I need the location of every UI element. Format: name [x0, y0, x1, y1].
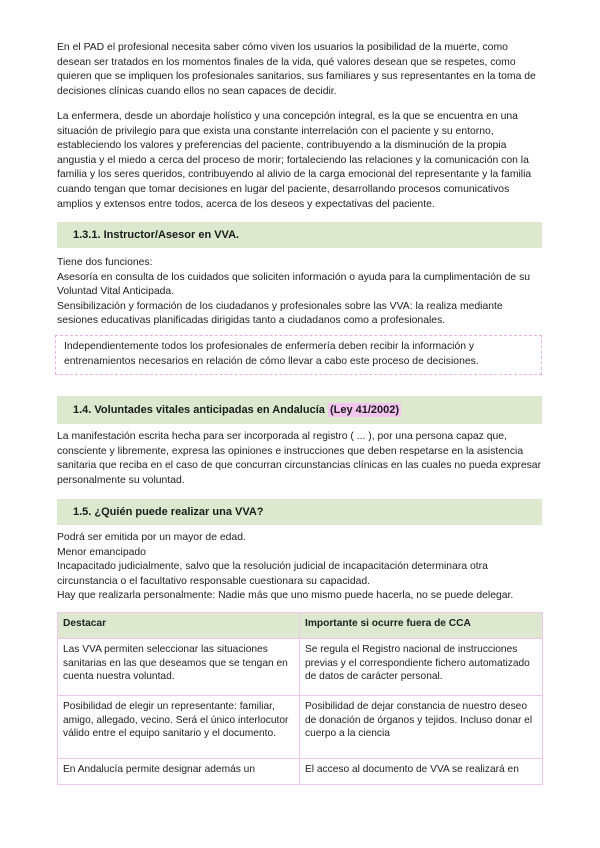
table-row [58, 696, 543, 759]
table-cell: Posibilidad de dejar constancia de nuestro deseo de donación de órganos y tejidos. Incluso donar el cuerpo a la ciencia [300, 696, 543, 759]
law-reference-highlight: (Ley 41/2002) [329, 403, 400, 416]
section-heading-1-5 [57, 499, 542, 525]
text-line: Tiene dos funciones: [57, 257, 153, 268]
section-heading-1-4-text: 1.4. Voluntades vitales anticipadas en Andalucía [73, 403, 325, 416]
table-cell: Las VVA permiten seleccionar las situaciones sanitarias en las que deseamos que se tengan en cuenta nuestra voluntad. [58, 639, 300, 696]
table-header-importante: Importante si ocurre fuera de CCA [300, 613, 543, 639]
section-heading-1-3-1-text: 1.3.1. Instructor/Asesor en VVA. [73, 228, 240, 241]
table-row [58, 639, 543, 696]
table-header-destacar: Destacar [58, 613, 300, 639]
text-line: Sensibilización y formación de los ciudadanos y profesionales sobre las VVA: la realiza mediante sesiones educativas planificadas dirigidas tanto a ciudadanos como a profesionales. [57, 300, 503, 327]
section-heading-1-4 [57, 396, 542, 424]
note-text: Independientemente todos los profesionales de enfermería deben recibir la información y entrenamientos necesarios en relación de cómo llevar a cabo este proceso de decisiones. [64, 341, 479, 367]
section-1-4-text: La manifestación escrita hecha para ser incorporada al registro ( ... ), por una persona capaz que, consciente y libremente, expresa las opiniones e instrucciones que deben respetarse en la asistencia sanitaria que reciba en el caso de que concurran circunstancias clínicas en las cuales no pueda expresar personalmente su voluntad. [57, 431, 542, 486]
table-cell: Se regula el Registro nacional de instrucciones previas y el correspondiente fichero automatizado de datos de carácter personal. [300, 639, 543, 696]
text-line: Podrá ser emitida por un mayor de edad. [57, 532, 246, 543]
comparison-table [57, 612, 543, 785]
note-box [55, 335, 542, 375]
table-cell: En Andalucía permite designar además un [58, 759, 300, 785]
text-line: Incapacitado judicialmente, salvo que la resolución judicial de incapacitación determinara otra circunstancia o el facultativo responsable cuestionara su capacidad. [57, 561, 488, 587]
section-1-3-1-body [57, 256, 542, 329]
table-header-row [58, 613, 543, 639]
table-cell: El acceso al documento de VVA se realizará en [300, 759, 543, 785]
table-cell: Posibilidad de elegir un representante: familiar, amigo, allegado, vecino. Será el único interlocutor válido entre el equipo sanitario y el documento. [58, 696, 300, 759]
text-line: Menor emancipado [57, 546, 146, 558]
text-line: Hay que realizarla personalmente: Nadie más que uno mismo puede hacerla, no se puede delegar. [57, 590, 514, 602]
table-row [58, 759, 543, 785]
section-heading-1-5-text: 1.5. ¿Quién puede realizar una VVA? [73, 505, 264, 518]
section-heading-1-3-1 [57, 222, 542, 248]
intro-paragraph-2: La enfermera, desde un abordaje holístico y una concepción integral, es la que se encuentra en una situación de privilegio para que exista una constante interrelación con el paciente y su entorno, estableciendo los valores y preferencias del paciente, contribuyendo a la disminución de la propia angustia y el miedo a cerca del proceso de morir; fortaleciendo las relaciones y la comunicación con la familia y los seres queridos, contribuyendo al alivio de la carga emocional del representante y la familia cuando tengan que tomar decisiones en lugar del paciente, desarrollando procesos comunicativos amplios y extensos entre todos, acerca de los deseos y expectativas del paciente. [57, 111, 532, 210]
text-line: Asesoría en consulta de los cuidados que soliciten información o ayuda para la cumplimentación de su Voluntad Vital Anticipada. [57, 271, 531, 298]
section-1-5-body [57, 531, 542, 604]
intro-paragraph-1: En el PAD el profesional necesita saber cómo viven los usuarios la posibilidad de la muerte, como desean ser tratados en los momentos finales de la vida, qué valores desean que se respetes, como quieren que se impliquen los profesionales sanitarios, sus familiares y sus representantes en la toma de decisiones clínicas cuando ellos no sean capaces de decidir. [57, 42, 536, 97]
